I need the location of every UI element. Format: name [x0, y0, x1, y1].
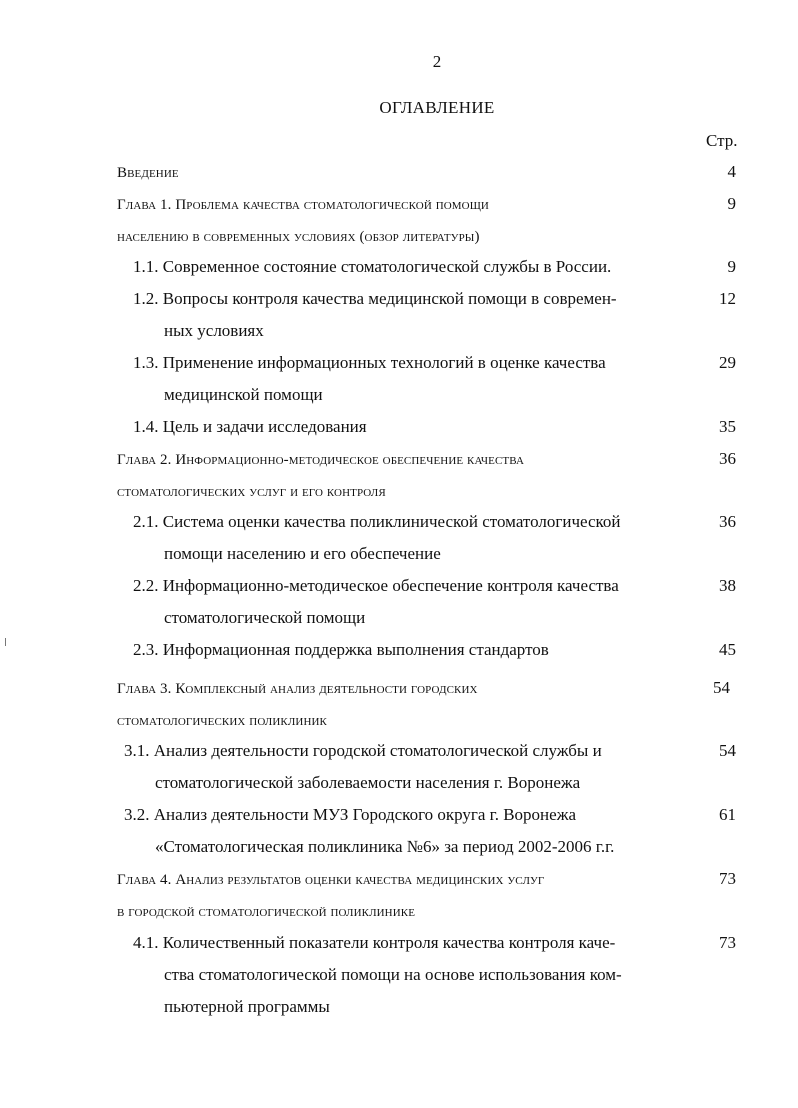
- entry-page: 38: [719, 576, 736, 595]
- page-number: 2: [432, 52, 442, 71]
- entry-text-continuation: пьютерной программы: [164, 997, 330, 1016]
- margin-mark: [5, 638, 6, 646]
- entry-page: 9: [727, 257, 736, 276]
- entry-text-continuation: стоматологических поликлиник: [117, 713, 327, 729]
- entry-text: 1.3. Применение информационных технологий в оценке качества: [133, 353, 606, 372]
- entry-text-continuation: в городской стоматологической поликлинике: [117, 904, 416, 920]
- entry-text-continuation: населению в современных условиях (обзор литературы): [117, 229, 480, 245]
- entry-page: 36: [719, 449, 736, 468]
- entry-text: 4.1. Количественный показатели контроля качества контроля каче-: [133, 933, 616, 952]
- entry-text-continuation: ных условиях: [164, 321, 264, 340]
- entry-text: 1.1. Современное состояние стоматологической службы в России.: [133, 257, 612, 276]
- entry-text: 2.3. Информационная поддержка выполнения стандартов: [133, 640, 549, 659]
- entry-text-continuation: стоматологической помощи: [164, 608, 366, 627]
- entry-page: 29: [719, 353, 736, 372]
- entry-text-continuation: помощи населению и его обеспечение: [164, 544, 441, 563]
- entry-page: 45: [719, 640, 736, 659]
- entry-page: 61: [719, 805, 736, 824]
- entry-text: Введение: [117, 165, 179, 181]
- entry-text: Глава 4. Анализ результатов оценки качества медицинских услуг: [117, 872, 545, 888]
- toc-title: ОГЛАВЛЕНИЕ: [379, 98, 495, 117]
- entry-text-continuation: стоматологической заболеваемости населения г. Воронежа: [155, 773, 581, 792]
- entry-page: 54: [713, 678, 730, 697]
- entry-text: 2.1. Система оценки качества поликлинической стоматологической: [133, 512, 621, 531]
- entry-text: 3.2. Анализ деятельности МУЗ Городского округа г. Воронежа: [124, 805, 576, 824]
- entry-text-continuation: ства стоматологической помощи на основе использования ком-: [164, 965, 622, 984]
- entry-text: 3.1. Анализ деятельности городской стоматологической службы и: [124, 741, 602, 760]
- entry-page: 9: [727, 194, 736, 213]
- entry-text: Глава 1. Проблема качества стоматологической помощи: [117, 197, 489, 213]
- entry-page: 73: [719, 933, 736, 952]
- pages-column-header: Стр.: [706, 131, 738, 150]
- entry-text: Глава 3. Комплексный анализ деятельности городских: [117, 681, 478, 697]
- entry-page: 36: [719, 512, 736, 531]
- entry-text-continuation: медицинской помощи: [164, 385, 323, 404]
- entry-page: 4: [727, 162, 736, 181]
- entry-text-continuation: «Стоматологическая поликлиника №6» за период 2002-2006 г.г.: [155, 837, 615, 856]
- entry-page: 35: [719, 417, 736, 436]
- entry-text: 1.4. Цель и задачи исследования: [133, 417, 367, 436]
- entry-text-continuation: стоматологических услуг и его контроля: [117, 484, 386, 500]
- entry-text: 2.2. Информационно-методическое обеспечение контроля качества: [133, 576, 619, 595]
- entry-text: Глава 2. Информационно-методическое обеспечение качества: [117, 452, 524, 468]
- entry-page: 12: [719, 289, 736, 308]
- entry-page: 73: [719, 869, 736, 888]
- entry-page: 54: [719, 741, 736, 760]
- entry-text: 1.2. Вопросы контроля качества медицинской помощи в современ-: [133, 289, 617, 308]
